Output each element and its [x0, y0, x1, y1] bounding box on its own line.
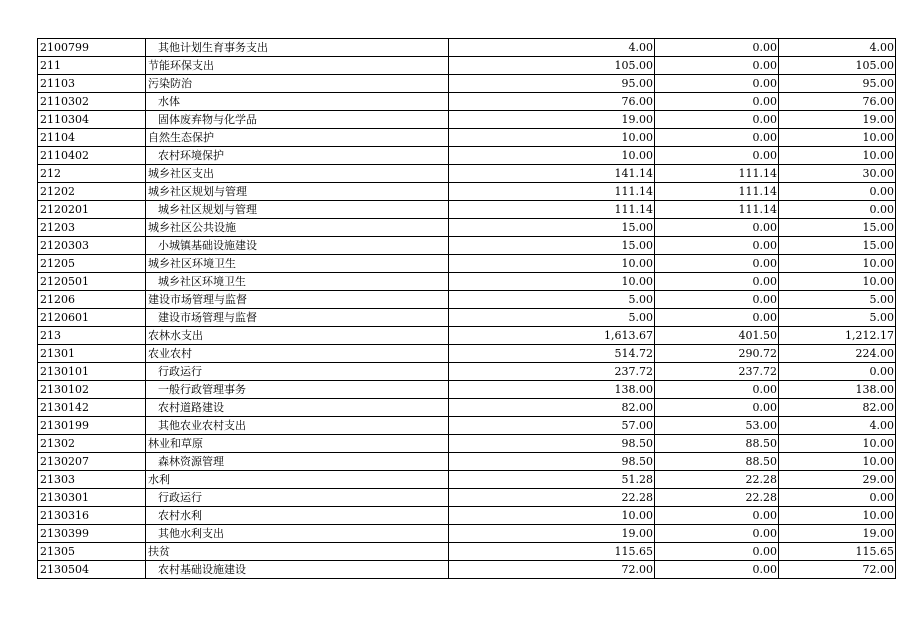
- subject-code-cell: 2120303: [38, 237, 146, 255]
- project-expenditure-cell: 138.00: [779, 381, 896, 399]
- basic-expenditure-cell: 401.50: [655, 327, 779, 345]
- table-row: [38, 183, 896, 201]
- table-row: [38, 309, 896, 327]
- project-expenditure-cell: 76.00: [779, 93, 896, 111]
- subject-name-cell: 农村基础设施建设: [146, 561, 449, 579]
- total-amount-cell: 105.00: [449, 57, 655, 75]
- subject-name-cell: 林业和草原: [146, 435, 449, 453]
- total-amount-cell: 98.50: [449, 435, 655, 453]
- total-amount-cell: 76.00: [449, 93, 655, 111]
- total-amount-cell: 5.00: [449, 309, 655, 327]
- basic-expenditure-cell: 0.00: [655, 273, 779, 291]
- subject-name-cell: 其他农业农村支出: [146, 417, 449, 435]
- project-expenditure-cell: 10.00: [779, 273, 896, 291]
- subject-name-cell: 农村水利: [146, 507, 449, 525]
- total-amount-cell: 111.14: [449, 201, 655, 219]
- subject-name-cell: 污染防治: [146, 75, 449, 93]
- subject-code-cell: 21104: [38, 129, 146, 147]
- subject-name-cell: 节能环保支出: [146, 57, 449, 75]
- basic-expenditure-cell: 0.00: [655, 543, 779, 561]
- total-amount-cell: 19.00: [449, 111, 655, 129]
- table-row: [38, 291, 896, 309]
- subject-code-cell: 2130199: [38, 417, 146, 435]
- subject-code-cell: 213: [38, 327, 146, 345]
- project-expenditure-cell: 10.00: [779, 129, 896, 147]
- table-row: [38, 39, 896, 57]
- total-amount-cell: 4.00: [449, 39, 655, 57]
- table-row: [38, 507, 896, 525]
- basic-expenditure-cell: 0.00: [655, 147, 779, 165]
- subject-code-cell: 21303: [38, 471, 146, 489]
- total-amount-cell: 15.00: [449, 219, 655, 237]
- total-amount-cell: 237.72: [449, 363, 655, 381]
- table-row: [38, 237, 896, 255]
- subject-code-cell: 2130301: [38, 489, 146, 507]
- table-row: [38, 381, 896, 399]
- subject-code-cell: 21203: [38, 219, 146, 237]
- subject-name-cell: 扶贫: [146, 543, 449, 561]
- project-expenditure-cell: 224.00: [779, 345, 896, 363]
- total-amount-cell: 138.00: [449, 381, 655, 399]
- basic-expenditure-cell: 88.50: [655, 453, 779, 471]
- subject-name-cell: 城乡社区规划与管理: [146, 201, 449, 219]
- table-row: [38, 543, 896, 561]
- subject-name-cell: 城乡社区规划与管理: [146, 183, 449, 201]
- project-expenditure-cell: 15.00: [779, 237, 896, 255]
- subject-code-cell: 2130102: [38, 381, 146, 399]
- table-row: [38, 363, 896, 381]
- subject-name-cell: 农村道路建设: [146, 399, 449, 417]
- table-row: [38, 111, 896, 129]
- project-expenditure-cell: 115.65: [779, 543, 896, 561]
- table-row: [38, 165, 896, 183]
- subject-code-cell: 21302: [38, 435, 146, 453]
- basic-expenditure-cell: 0.00: [655, 93, 779, 111]
- subject-code-cell: 21301: [38, 345, 146, 363]
- basic-expenditure-cell: 0.00: [655, 309, 779, 327]
- subject-code-cell: 2100799: [38, 39, 146, 57]
- total-amount-cell: 22.28: [449, 489, 655, 507]
- project-expenditure-cell: 10.00: [779, 147, 896, 165]
- basic-expenditure-cell: 88.50: [655, 435, 779, 453]
- subject-name-cell: 其他计划生育事务支出: [146, 39, 449, 57]
- project-expenditure-cell: 0.00: [779, 363, 896, 381]
- project-expenditure-cell: 72.00: [779, 561, 896, 579]
- total-amount-cell: 10.00: [449, 273, 655, 291]
- subject-code-cell: 21305: [38, 543, 146, 561]
- subject-name-cell: 城乡社区公共设施: [146, 219, 449, 237]
- project-expenditure-cell: 10.00: [779, 507, 896, 525]
- total-amount-cell: 10.00: [449, 147, 655, 165]
- subject-name-cell: 行政运行: [146, 363, 449, 381]
- table-row: [38, 147, 896, 165]
- subject-code-cell: 2120201: [38, 201, 146, 219]
- table-row: [38, 93, 896, 111]
- basic-expenditure-cell: 0.00: [655, 57, 779, 75]
- table-row: [38, 489, 896, 507]
- table-row: [38, 525, 896, 543]
- basic-expenditure-cell: 0.00: [655, 75, 779, 93]
- table-row: [38, 219, 896, 237]
- project-expenditure-cell: 5.00: [779, 309, 896, 327]
- table-row: [38, 57, 896, 75]
- basic-expenditure-cell: 237.72: [655, 363, 779, 381]
- project-expenditure-cell: 30.00: [779, 165, 896, 183]
- basic-expenditure-cell: 0.00: [655, 399, 779, 417]
- basic-expenditure-cell: 0.00: [655, 129, 779, 147]
- project-expenditure-cell: 0.00: [779, 201, 896, 219]
- table-row: [38, 129, 896, 147]
- basic-expenditure-cell: 0.00: [655, 381, 779, 399]
- project-expenditure-cell: 10.00: [779, 255, 896, 273]
- table-row: [38, 273, 896, 291]
- subject-code-cell: 211: [38, 57, 146, 75]
- basic-expenditure-cell: 0.00: [655, 525, 779, 543]
- total-amount-cell: 15.00: [449, 237, 655, 255]
- total-amount-cell: 95.00: [449, 75, 655, 93]
- subject-code-cell: 212: [38, 165, 146, 183]
- subject-name-cell: 一般行政管理事务: [146, 381, 449, 399]
- basic-expenditure-cell: 22.28: [655, 471, 779, 489]
- subject-name-cell: 固体废弃物与化学品: [146, 111, 449, 129]
- project-expenditure-cell: 19.00: [779, 525, 896, 543]
- subject-code-cell: 2130504: [38, 561, 146, 579]
- project-expenditure-cell: 105.00: [779, 57, 896, 75]
- project-expenditure-cell: 10.00: [779, 435, 896, 453]
- total-amount-cell: 141.14: [449, 165, 655, 183]
- subject-name-cell: 建设市场管理与监督: [146, 291, 449, 309]
- project-expenditure-cell: 19.00: [779, 111, 896, 129]
- basic-expenditure-cell: 53.00: [655, 417, 779, 435]
- project-expenditure-cell: 82.00: [779, 399, 896, 417]
- table-row: [38, 255, 896, 273]
- subject-code-cell: 21206: [38, 291, 146, 309]
- project-expenditure-cell: 1,212.17: [779, 327, 896, 345]
- subject-name-cell: 农村环境保护: [146, 147, 449, 165]
- table-row: [38, 345, 896, 363]
- basic-expenditure-cell: 290.72: [655, 345, 779, 363]
- table-row: [38, 201, 896, 219]
- basic-expenditure-cell: 0.00: [655, 111, 779, 129]
- basic-expenditure-cell: 111.14: [655, 201, 779, 219]
- subject-code-cell: 2130207: [38, 453, 146, 471]
- project-expenditure-cell: 0.00: [779, 489, 896, 507]
- total-amount-cell: 10.00: [449, 255, 655, 273]
- table-row: [38, 561, 896, 579]
- basic-expenditure-cell: 111.14: [655, 165, 779, 183]
- project-expenditure-cell: 15.00: [779, 219, 896, 237]
- table-row: [38, 453, 896, 471]
- subject-code-cell: 2130316: [38, 507, 146, 525]
- subject-code-cell: 2130142: [38, 399, 146, 417]
- subject-code-cell: 2120601: [38, 309, 146, 327]
- total-amount-cell: 19.00: [449, 525, 655, 543]
- project-expenditure-cell: 4.00: [779, 417, 896, 435]
- basic-expenditure-cell: 0.00: [655, 237, 779, 255]
- subject-name-cell: 城乡社区环境卫生: [146, 273, 449, 291]
- total-amount-cell: 10.00: [449, 507, 655, 525]
- project-expenditure-cell: 95.00: [779, 75, 896, 93]
- subject-code-cell: 21202: [38, 183, 146, 201]
- subject-name-cell: 城乡社区环境卫生: [146, 255, 449, 273]
- table-row: [38, 471, 896, 489]
- subject-name-cell: 建设市场管理与监督: [146, 309, 449, 327]
- total-amount-cell: 72.00: [449, 561, 655, 579]
- subject-name-cell: 农业农村: [146, 345, 449, 363]
- project-expenditure-cell: 5.00: [779, 291, 896, 309]
- subject-code-cell: 2110302: [38, 93, 146, 111]
- basic-expenditure-cell: 0.00: [655, 219, 779, 237]
- project-expenditure-cell: 0.00: [779, 183, 896, 201]
- subject-code-cell: 2130399: [38, 525, 146, 543]
- basic-expenditure-cell: 0.00: [655, 561, 779, 579]
- budget-expenditure-table: [37, 38, 896, 579]
- basic-expenditure-cell: 0.00: [655, 507, 779, 525]
- project-expenditure-cell: 29.00: [779, 471, 896, 489]
- subject-name-cell: 自然生态保护: [146, 129, 449, 147]
- subject-code-cell: 2120501: [38, 273, 146, 291]
- subject-name-cell: 其他水利支出: [146, 525, 449, 543]
- subject-name-cell: 水利: [146, 471, 449, 489]
- basic-expenditure-cell: 22.28: [655, 489, 779, 507]
- subject-code-cell: 21205: [38, 255, 146, 273]
- table-row: [38, 417, 896, 435]
- subject-name-cell: 小城镇基础设施建设: [146, 237, 449, 255]
- table-body: [38, 39, 896, 579]
- table-row: [38, 399, 896, 417]
- basic-expenditure-cell: 111.14: [655, 183, 779, 201]
- project-expenditure-cell: 10.00: [779, 453, 896, 471]
- subject-name-cell: 水体: [146, 93, 449, 111]
- subject-name-cell: 森林资源管理: [146, 453, 449, 471]
- subject-code-cell: 2130101: [38, 363, 146, 381]
- total-amount-cell: 57.00: [449, 417, 655, 435]
- subject-code-cell: 21103: [38, 75, 146, 93]
- subject-name-cell: 农林水支出: [146, 327, 449, 345]
- subject-code-cell: 2110402: [38, 147, 146, 165]
- table-row: [38, 435, 896, 453]
- table-row: [38, 327, 896, 345]
- subject-code-cell: 2110304: [38, 111, 146, 129]
- subject-name-cell: 行政运行: [146, 489, 449, 507]
- total-amount-cell: 98.50: [449, 453, 655, 471]
- total-amount-cell: 82.00: [449, 399, 655, 417]
- basic-expenditure-cell: 0.00: [655, 291, 779, 309]
- basic-expenditure-cell: 0.00: [655, 255, 779, 273]
- total-amount-cell: 51.28: [449, 471, 655, 489]
- total-amount-cell: 514.72: [449, 345, 655, 363]
- table-row: [38, 75, 896, 93]
- total-amount-cell: 111.14: [449, 183, 655, 201]
- total-amount-cell: 1,613.67: [449, 327, 655, 345]
- total-amount-cell: 10.00: [449, 129, 655, 147]
- subject-name-cell: 城乡社区支出: [146, 165, 449, 183]
- basic-expenditure-cell: 0.00: [655, 39, 779, 57]
- total-amount-cell: 5.00: [449, 291, 655, 309]
- project-expenditure-cell: 4.00: [779, 39, 896, 57]
- total-amount-cell: 115.65: [449, 543, 655, 561]
